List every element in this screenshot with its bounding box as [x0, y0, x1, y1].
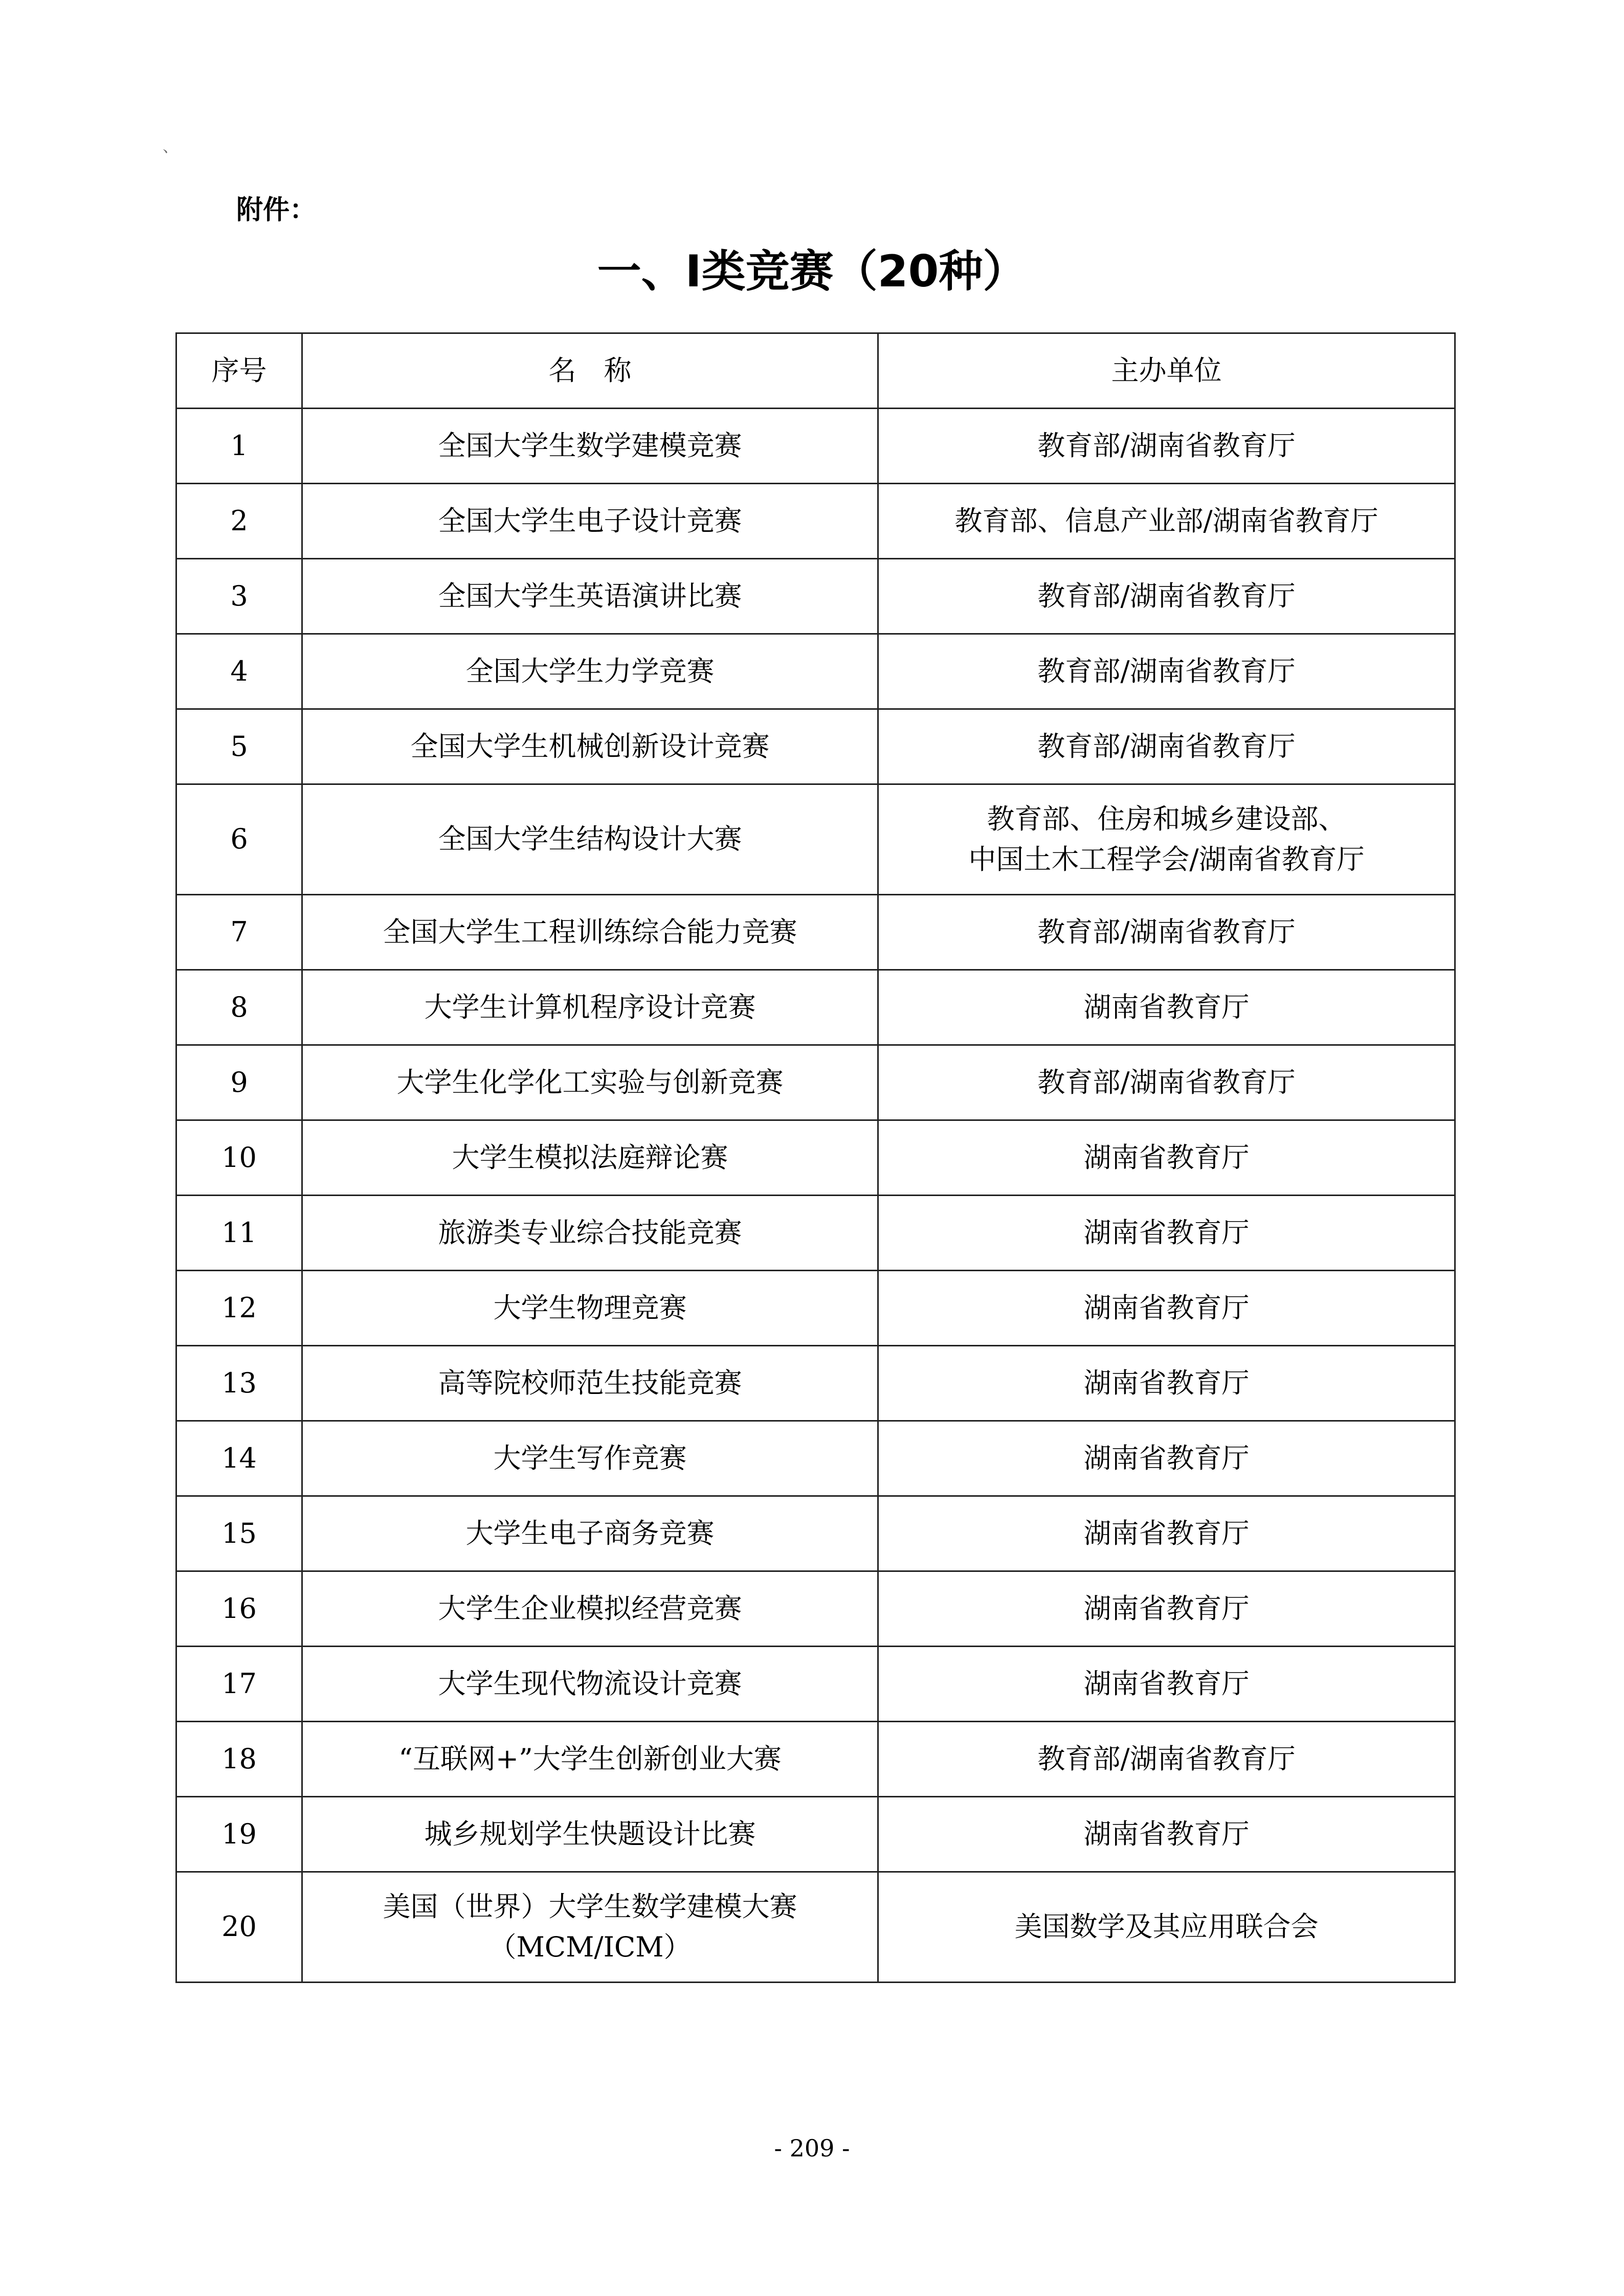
row-index: 19	[176, 1797, 302, 1872]
organizer-line: 湖南省教育厅	[1083, 1366, 1250, 1399]
contest-name-cell	[302, 895, 878, 970]
organizer-line: 教育部/湖南省教育厅	[1037, 1742, 1296, 1775]
contest-name-line: 全国大学生英语演讲比赛	[438, 579, 742, 612]
contest-table	[175, 332, 1456, 1983]
table-row	[176, 634, 1455, 709]
contest-name-cell	[302, 1797, 878, 1872]
row-index: 20	[176, 1872, 302, 1983]
contest-name-line: 大学生物理竞赛	[493, 1291, 687, 1324]
table-row	[176, 895, 1455, 970]
organizer-line: 教育部/湖南省教育厅	[1037, 579, 1296, 612]
organizer-cell	[878, 484, 1455, 559]
page-number: - 209 -	[774, 2134, 850, 2162]
organizer-line: 湖南省教育厅	[1083, 1667, 1250, 1700]
row-index: 2	[176, 484, 302, 559]
organizer-cell	[878, 559, 1455, 634]
organizer-cell	[878, 1647, 1455, 1722]
organizer-cell	[878, 784, 1455, 895]
table-row	[176, 1571, 1455, 1647]
contest-name-cell	[302, 1421, 878, 1496]
organizer-line: 教育部/湖南省教育厅	[1037, 1066, 1296, 1098]
contest-name-cell	[302, 634, 878, 709]
contest-name-line: 大学生写作竞赛	[493, 1442, 687, 1474]
organizer-cell	[878, 1872, 1455, 1983]
organizer-cell	[878, 1496, 1455, 1571]
table-row	[176, 484, 1455, 559]
organizer-cell	[878, 709, 1455, 784]
organizer-cell	[878, 1797, 1455, 1872]
contest-name-cell	[302, 1045, 878, 1120]
organizer-line: 湖南省教育厅	[1083, 1517, 1250, 1549]
organizer-line: 湖南省教育厅	[1083, 1141, 1250, 1174]
contest-name-line: 全国大学生结构设计大赛	[438, 823, 742, 856]
organizer-line: 教育部/湖南省教育厅	[1037, 429, 1296, 462]
table-row	[176, 1045, 1455, 1120]
row-index: 5	[176, 709, 302, 784]
contest-name-cell	[302, 1571, 878, 1647]
table-row	[176, 409, 1455, 484]
row-index: 15	[176, 1496, 302, 1571]
contest-name-cell	[302, 1271, 878, 1346]
contest-name-line: 城乡规划学生快题设计比赛	[424, 1817, 756, 1850]
contest-name-cell	[302, 1647, 878, 1722]
contest-name-line: 大学生计算机程序设计竞赛	[424, 991, 756, 1023]
table-row	[176, 784, 1455, 895]
row-index: 8	[176, 970, 302, 1045]
table-row	[176, 1196, 1455, 1271]
organizer-line: 湖南省教育厅	[1083, 991, 1250, 1023]
organizer-line: 湖南省教育厅	[1083, 1216, 1250, 1249]
header-name: 名 称	[302, 333, 878, 409]
organizer-cell	[878, 1271, 1455, 1346]
header-index: 序号	[176, 333, 302, 409]
organizer-cell	[878, 634, 1455, 709]
contest-name-cell	[302, 709, 878, 784]
row-index: 1	[176, 409, 302, 484]
stray-mark: 、	[163, 138, 178, 156]
contest-name-cell	[302, 1120, 878, 1196]
contest-name-cell	[302, 1722, 878, 1797]
organizer-line: 湖南省教育厅	[1083, 1442, 1250, 1474]
organizer-cell	[878, 1571, 1455, 1647]
table-row	[176, 1120, 1455, 1196]
table-row	[176, 970, 1455, 1045]
contest-name-line: 大学生电子商务竞赛	[465, 1517, 715, 1549]
page-title: 一、Ⅰ类竞赛（20种）	[597, 246, 1027, 297]
row-index: 17	[176, 1647, 302, 1722]
organizer-cell	[878, 1196, 1455, 1271]
row-index: 3	[176, 559, 302, 634]
table-row	[176, 1647, 1455, 1722]
contest-name-line: 全国大学生力学竞赛	[465, 655, 715, 687]
organizer-line: 教育部、信息产业部/湖南省教育厅	[954, 504, 1378, 537]
table-header-row	[176, 333, 1455, 409]
table-row	[176, 1722, 1455, 1797]
contest-name-cell	[302, 1496, 878, 1571]
organizer-cell	[878, 970, 1455, 1045]
contest-name-line: “互联网+”大学生创新创业大赛	[398, 1742, 782, 1775]
row-index: 9	[176, 1045, 302, 1120]
table-row	[176, 709, 1455, 784]
organizer-line: 教育部、住房和城乡建设部、	[987, 803, 1346, 836]
contest-name-line: 大学生企业模拟经营竞赛	[438, 1592, 742, 1625]
row-index: 4	[176, 634, 302, 709]
contest-name-line: 旅游类专业综合技能竞赛	[438, 1216, 742, 1249]
contest-name-cell	[302, 1872, 878, 1983]
organizer-line: 教育部/湖南省教育厅	[1037, 730, 1296, 762]
contest-name-line: 全国大学生工程训练综合能力竞赛	[383, 915, 797, 948]
contest-name-cell	[302, 484, 878, 559]
contest-name-cell	[302, 409, 878, 484]
organizer-line: 教育部/湖南省教育厅	[1037, 655, 1296, 687]
organizer-cell	[878, 1346, 1455, 1421]
row-index: 6	[176, 784, 302, 895]
row-index: 7	[176, 895, 302, 970]
contest-name-cell	[302, 1196, 878, 1271]
contest-name-line: 美国（世界）大学生数学建模大赛	[383, 1890, 797, 1923]
organizer-cell	[878, 895, 1455, 970]
table-row	[176, 1421, 1455, 1496]
contest-name-cell	[302, 784, 878, 895]
organizer-line: 中国土木工程学会/湖南省教育厅	[968, 843, 1365, 875]
table-row	[176, 1271, 1455, 1346]
organizer-line: 教育部/湖南省教育厅	[1037, 915, 1296, 948]
contest-name-line: 大学生模拟法庭辩论赛	[452, 1141, 728, 1174]
contest-name-line: 全国大学生数学建模竞赛	[438, 429, 742, 462]
row-index: 13	[176, 1346, 302, 1421]
contest-name-cell	[302, 1346, 878, 1421]
contest-name-cell	[302, 559, 878, 634]
organizer-cell	[878, 1722, 1455, 1797]
table-row	[176, 1872, 1455, 1983]
row-index: 16	[176, 1571, 302, 1647]
table-row	[176, 1346, 1455, 1421]
contest-name-line: 全国大学生机械创新设计竞赛	[410, 730, 770, 762]
table-body	[176, 409, 1455, 1983]
organizer-cell	[878, 1421, 1455, 1496]
contest-name-line: 大学生现代物流设计竞赛	[438, 1667, 742, 1700]
row-index: 11	[176, 1196, 302, 1271]
organizer-cell	[878, 1045, 1455, 1120]
row-index: 14	[176, 1421, 302, 1496]
header-organizer: 主办单位	[878, 333, 1455, 409]
organizer-line: 湖南省教育厅	[1083, 1817, 1250, 1850]
table-row	[176, 1496, 1455, 1571]
attachment-label: 附件：	[236, 195, 317, 226]
row-index: 18	[176, 1722, 302, 1797]
organizer-line: 湖南省教育厅	[1083, 1592, 1250, 1625]
contest-name-cell	[302, 970, 878, 1045]
contest-name-line: 大学生化学化工实验与创新竞赛	[396, 1066, 784, 1098]
organizer-line: 美国数学及其应用联合会	[1014, 1910, 1319, 1943]
row-index: 10	[176, 1120, 302, 1196]
table-row	[176, 1797, 1455, 1872]
row-index: 12	[176, 1271, 302, 1346]
organizer-line: 湖南省教育厅	[1083, 1291, 1250, 1324]
contest-name-line: 全国大学生电子设计竞赛	[438, 504, 742, 537]
contest-name-line: 高等院校师范生技能竞赛	[438, 1366, 742, 1399]
organizer-cell	[878, 409, 1455, 484]
organizer-cell	[878, 1120, 1455, 1196]
table-row	[176, 559, 1455, 634]
contest-name-line: （MCM/ICM）	[488, 1930, 692, 1963]
